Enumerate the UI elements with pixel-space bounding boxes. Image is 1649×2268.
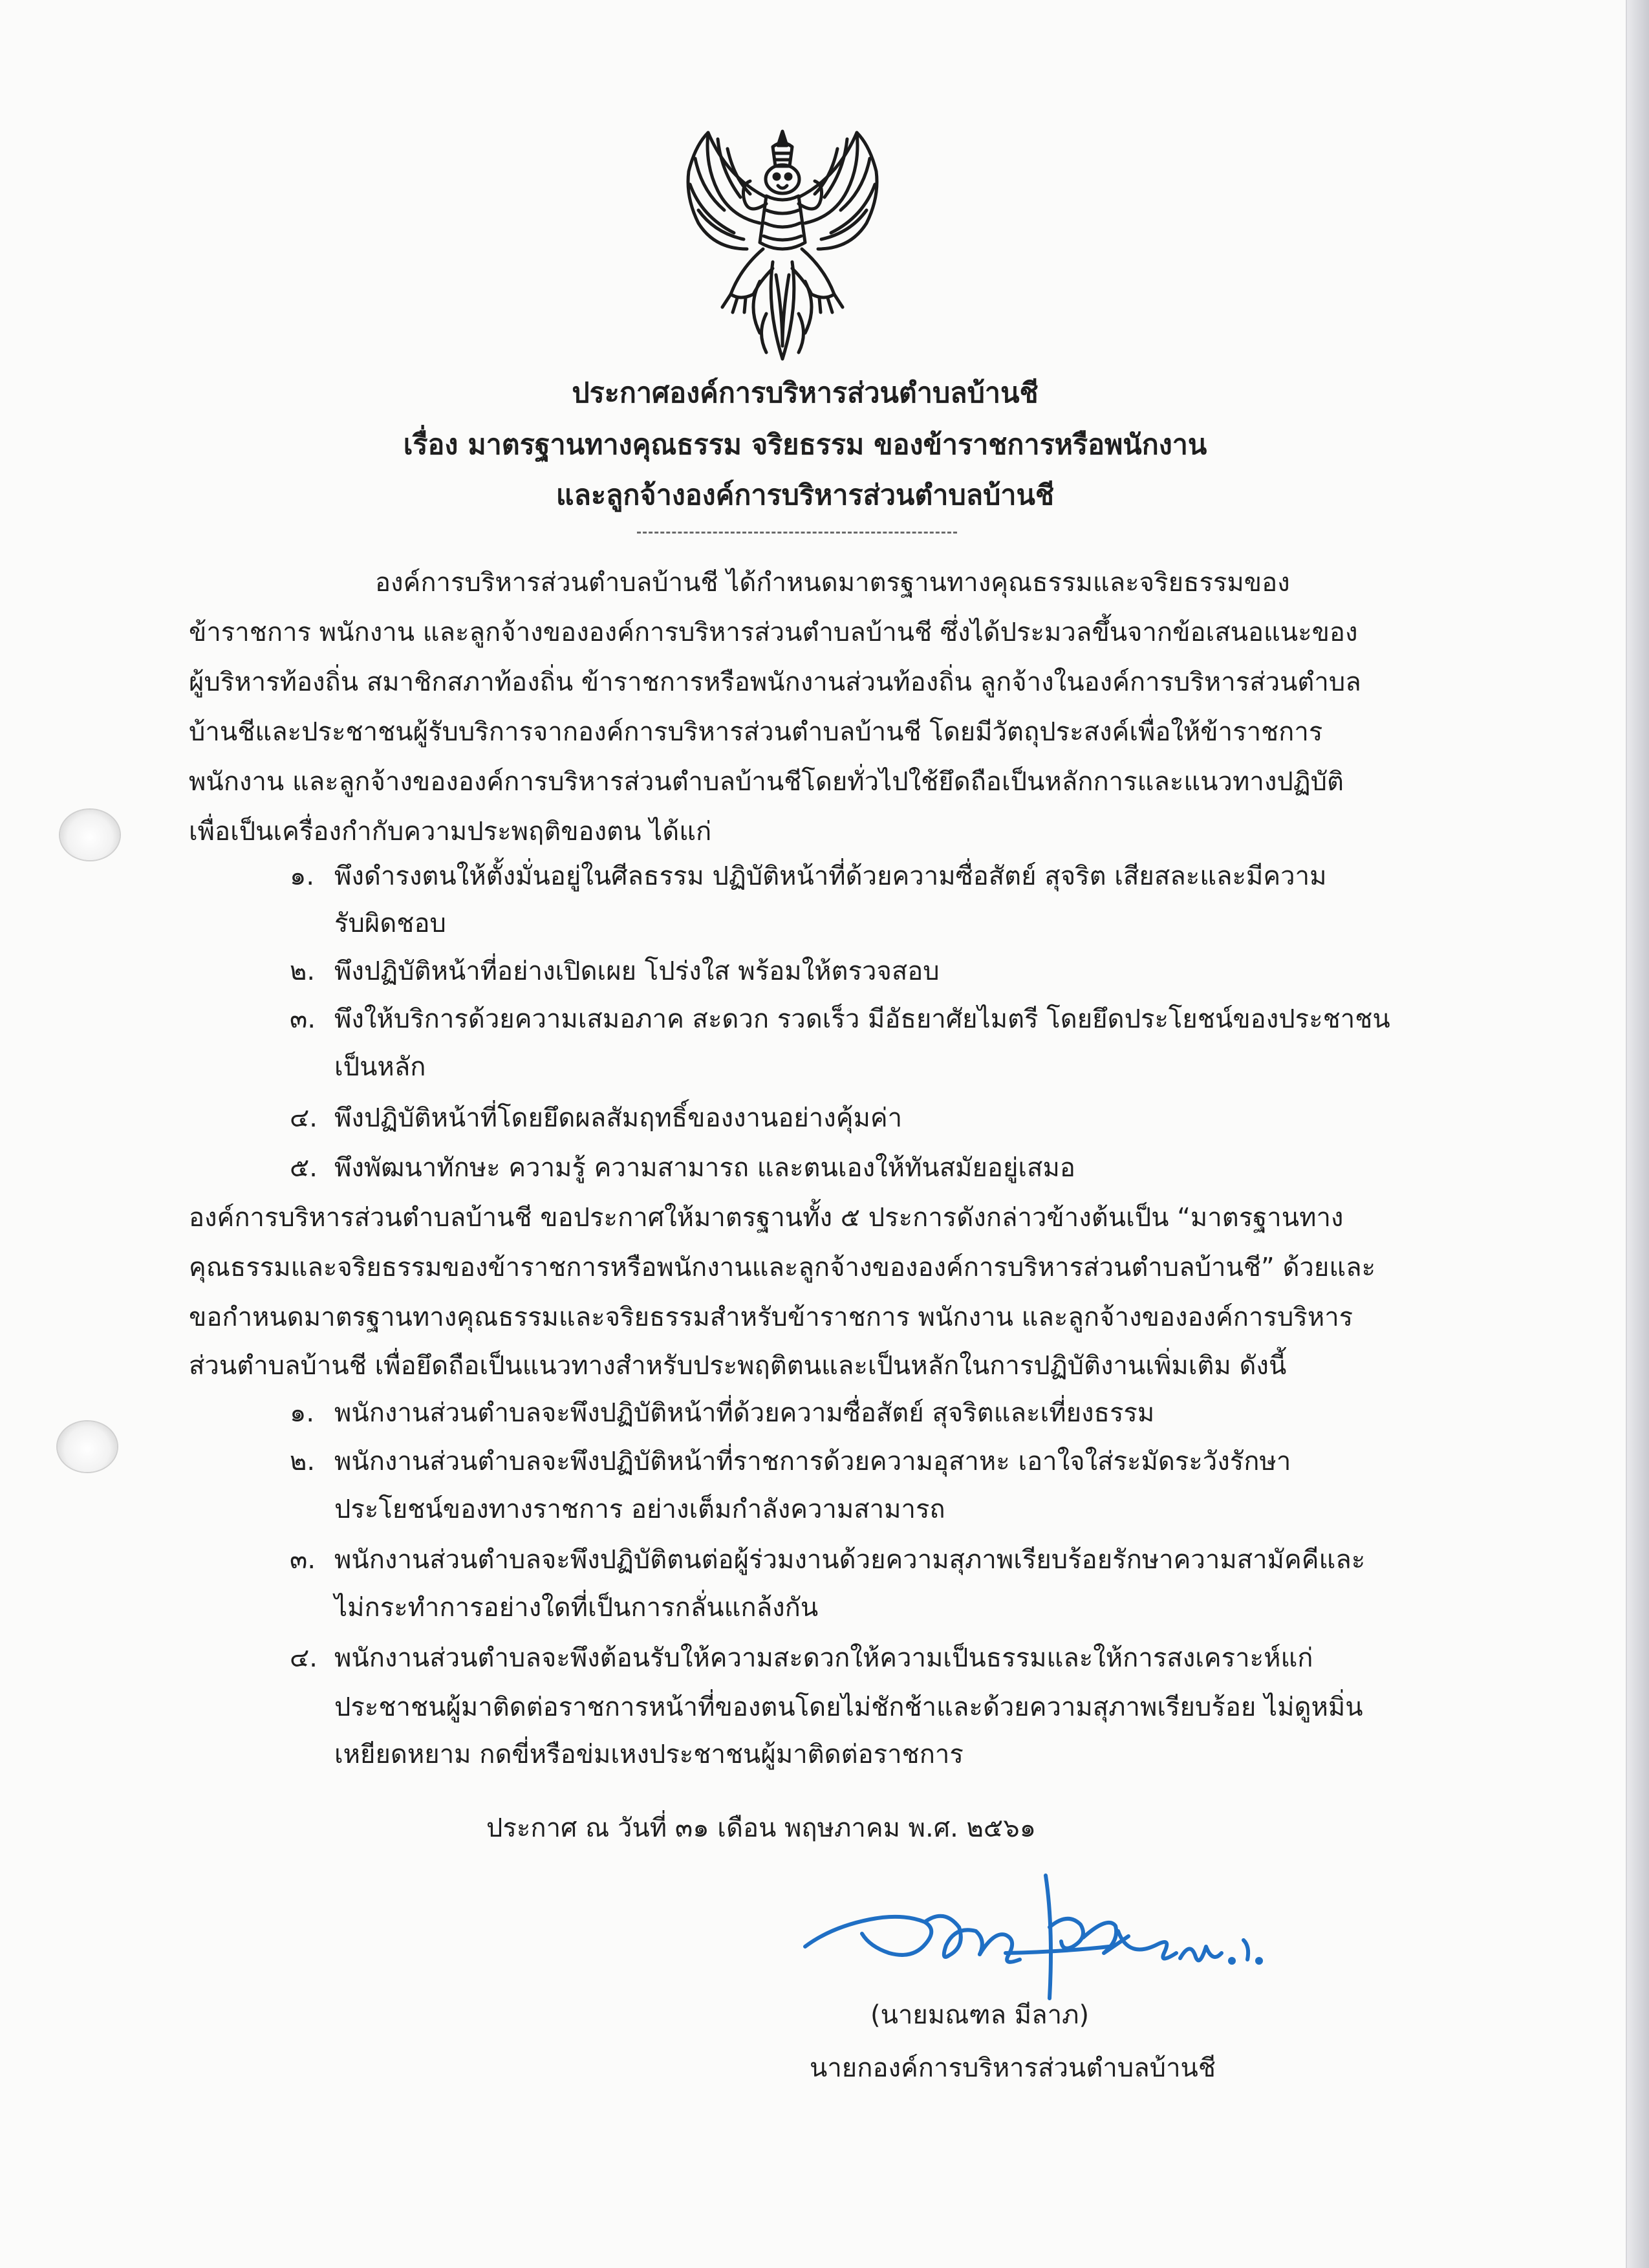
standard-item-number: ๔. [290, 1103, 318, 1133]
document-subject-line-1: เรื่อง มาตรฐานทางคุณธรรม จริยธรรม ของข้าราชการหรือพนักงาน [403, 429, 1207, 461]
punch-hole-top [60, 810, 120, 860]
announcement-date: ประกาศ ณ วันที่ ๓๑ เดือน พฤษภาคม พ.ศ. ๒๕๖๑ [486, 1813, 1036, 1843]
intro-line: องค์การบริหารส่วนตำบลบ้านชี ได้กำหนดมาตรฐานทางคุณธรรมและจริยธรรมของ [375, 568, 1290, 598]
additional-item-number: ๒. [290, 1447, 316, 1476]
intro-line: เพื่อเป็นเครื่องกำกับความประพฤติของตน ได้แก่ [189, 817, 712, 847]
standard-item-line: พึงดำรงตนให้ตั้งมั่นอยู่ในศีลธรรม ปฏิบัติหน้าที่ด้วยความซื่อสัตย์ สุจริต เสียสละและมีความ [334, 861, 1327, 891]
announcement-paragraph-line: ส่วนตำบลบ้านชี เพื่อยึดถือเป็นแนวทางสำหรับประพฤติตนและเป็นหลักในการปฏิบัติงานเพิ่มเติม ดังนี้ [189, 1351, 1287, 1381]
additional-item-line: ไม่กระทำการอย่างใดที่เป็นการกลั่นแกล้งกัน [334, 1593, 819, 1623]
intro-line: ข้าราชการ พนักงาน และลูกจ้างขององค์การบริหารส่วนตำบลบ้านชี ซึ่งได้ประมวลขึ้นจากข้อเสนอแนะของ [189, 618, 1358, 647]
announcement-paragraph-line: ขอกำหนดมาตรฐานทางคุณธรรมและจริยธรรมสำหรับข้าราชการ พนักงาน และลูกจ้างขององค์การบริหาร [189, 1302, 1353, 1332]
signatory-name: (นายมณฑล มีลาภ) [870, 2000, 1090, 2030]
standard-item-line: พึงพัฒนาทักษะ ความรู้ ความสามารถ และตนเองให้ทันสมัยอยู่เสมอ [334, 1153, 1075, 1183]
announcement-paragraph-line: คุณธรรมและจริยธรรมของข้าราชการหรือพนักงานและลูกจ้างขององค์การบริหารส่วนตำบลบ้านชี” ด้วยและ [189, 1253, 1376, 1282]
additional-item-line: พนักงานส่วนตำบลจะพึงปฏิบัติตนต่อผู้ร่วมงานด้วยความสุภาพเรียบร้อยรักษาความสามัคคีและ [334, 1545, 1366, 1575]
handwritten-signature [792, 1850, 1271, 2011]
standard-item-line: เป็นหลัก [334, 1052, 426, 1082]
intro-line: บ้านชีและประชาชนผู้รับบริการจากองค์การบริหารส่วนตำบลบ้านชี โดยมีวัตถุประสงค์เพื่อให้ข้าราชการ [189, 717, 1323, 747]
document-subject-line-2: และลูกจ้างองค์การบริหารส่วนตำบลบ้านชี [555, 479, 1055, 512]
standard-item-number: ๕. [290, 1153, 318, 1183]
announcement-paragraph-line: องค์การบริหารส่วนตำบลบ้านชี ขอประกาศให้มาตรฐานทั้ง ๕ ประการดังกล่าวข้างต้นเป็น “มาตรฐานทาง [189, 1203, 1344, 1233]
additional-item-number: ๓. [290, 1545, 316, 1575]
standard-item-number: ๒. [290, 956, 316, 986]
intro-line: พนักงาน และลูกจ้างขององค์การบริหารส่วนตำบลบ้านชีโดยทั่วไปใช้ยึดถือเป็นหลักการและแนวทางปฏิบัติ [189, 767, 1344, 797]
additional-item-line: พนักงานส่วนตำบลจะพึงปฏิบัติหน้าที่ด้วยความซื่อสัตย์ สุจริตและเที่ยงธรรม [334, 1398, 1155, 1428]
standard-item-line: พึงปฏิบัติหน้าที่อย่างเปิดเผย โปร่งใส พร้อมให้ตรวจสอบ [334, 956, 940, 986]
additional-item-line: ประชาชนผู้มาติดต่อราชการหน้าที่ของตนโดยไม่ชักช้าและด้วยความสุภาพเรียบร้อย ไม่ดูหมิ่น [334, 1692, 1363, 1722]
additional-item-line: เหยียดหยาม กดขี่หรือข่มเหงประชาชนผู้มาติดต่อราชการ [334, 1740, 964, 1769]
page-right-edge [1626, 0, 1649, 2268]
additional-item-number: ๑. [290, 1398, 315, 1428]
additional-item-line: พนักงานส่วนตำบลจะพึงต้อนรับให้ความสะดวกให้ความเป็นธรรมและให้การสงเคราะห์แก่ [334, 1643, 1313, 1673]
signatory-position: นายกองค์การบริหารส่วนตำบลบ้านชี [810, 2053, 1216, 2083]
heading-divider [637, 532, 957, 534]
additional-item-line: ประโยชน์ของทางราชการ อย่างเต็มกำลังความสามารถ [334, 1495, 945, 1524]
intro-line: ผู้บริหารท้องถิ่น สมาชิกสภาท้องถิ่น ข้าราชการหรือพนักงานส่วนท้องถิ่น ลูกจ้างในองค์การบริหารส่วนตำบล [189, 667, 1361, 697]
standard-item-line: รับผิดชอบ [334, 909, 446, 938]
punch-hole-bottom [58, 1421, 117, 1472]
additional-item-number: ๔. [290, 1643, 318, 1673]
standard-item-line: พึงให้บริการด้วยความเสมอภาค สะดวก รวดเร็ว มีอัธยาศัยไมตรี โดยยึดประโยชน์ของประชาชน [334, 1004, 1390, 1034]
standard-item-line: พึงปฏิบัติหน้าที่โดยยึดผลสัมฤทธิ์ของงานอย่างคุ้มค่า [334, 1103, 903, 1133]
standard-item-number: ๑. [290, 861, 315, 891]
standard-item-number: ๓. [290, 1004, 316, 1034]
signature-handwritten-date: 31 พค. 61 [1116, 2006, 1119, 2007]
garuda-emblem-icon [669, 120, 896, 372]
document-title: ประกาศองค์การบริหารส่วนตำบลบ้านชี [572, 377, 1039, 409]
additional-item-line: พนักงานส่วนตำบลจะพึงปฏิบัติหน้าที่ราชการด้วยความอุสาหะ เอาใจใส่ระมัดระวังรักษา [334, 1447, 1291, 1476]
